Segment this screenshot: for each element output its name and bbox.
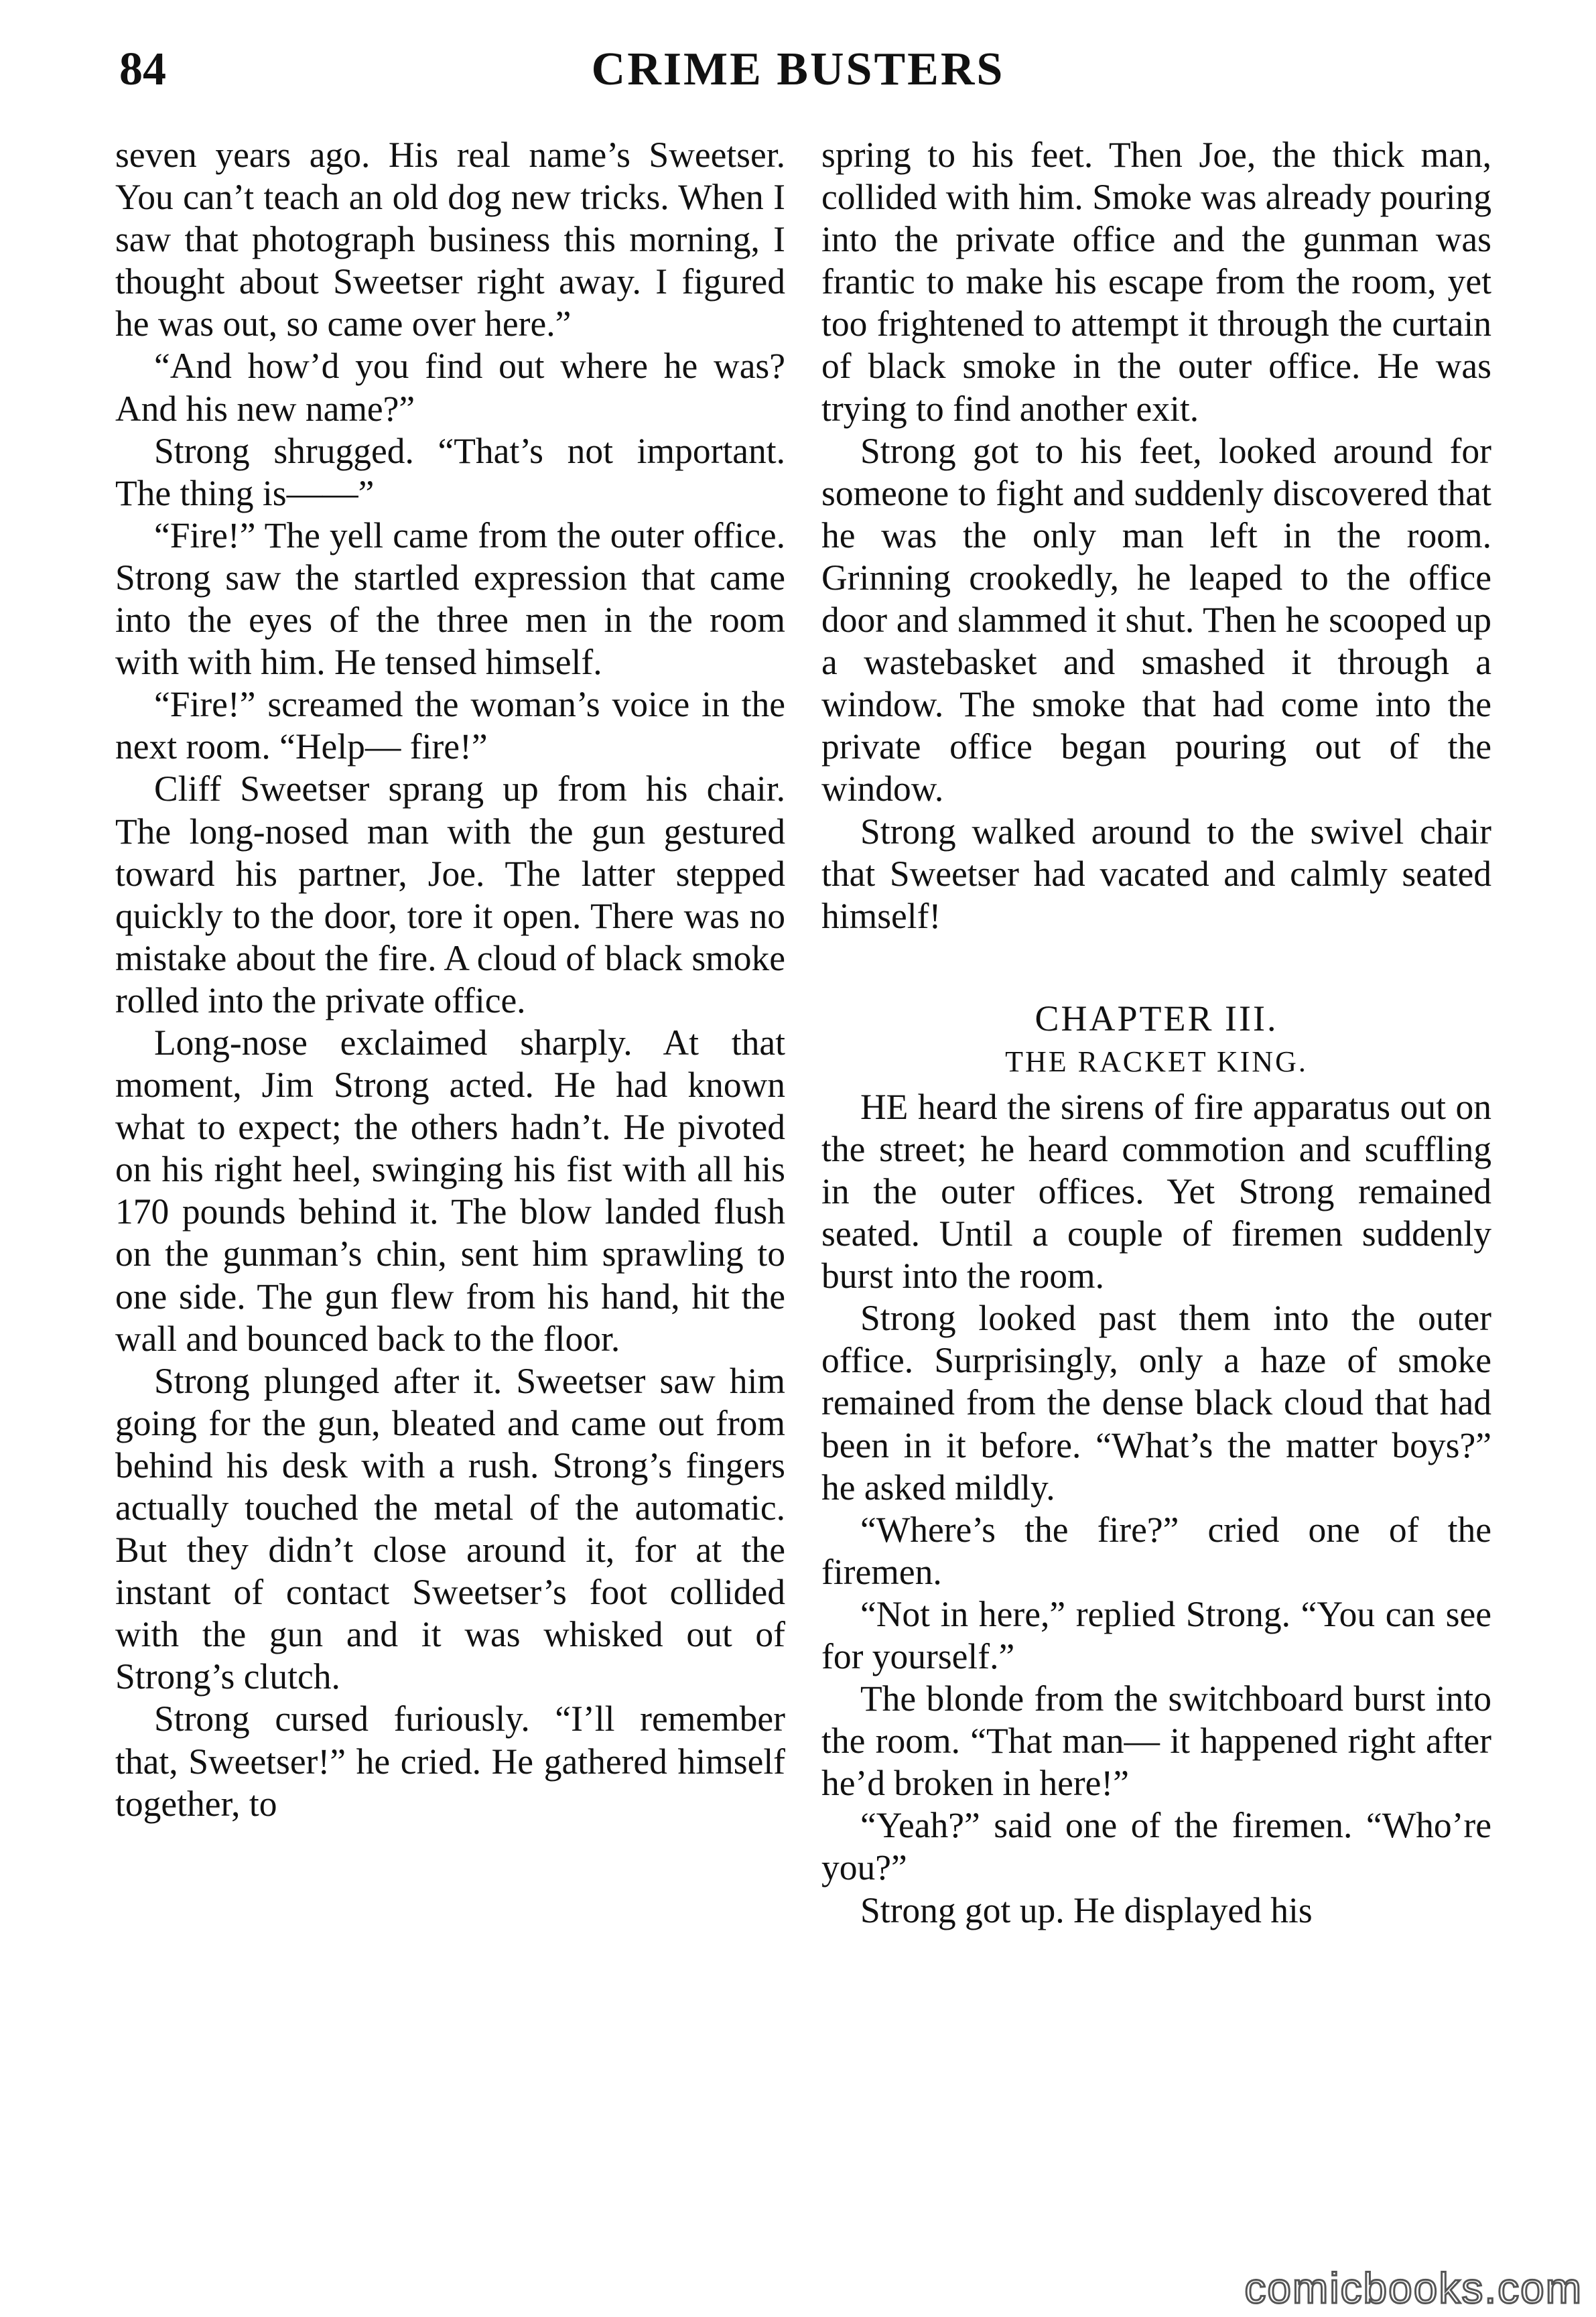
paragraph: “Fire!” screamed the woman’s voice in the next room. “Help— fire!” (115, 684, 785, 767)
paragraph: Strong got to his feet, looked around for someone to fight and suddenly discovered that he was the only man left in the room. Grinning crookedly, he leaped to the office door and slammed it shut. Then he scooped up a wastebasket and smashed it through a window. The smoke that had come into the private office began pouring out of the window. (821, 430, 1491, 809)
paragraph: seven years ago. His real name’s Sweetser. You can’t teach an old dog new tricks. When I saw that photograph business this morning, I thought about Sweetser right away. I figured he was out, so came over here.” (115, 135, 785, 344)
page-header (0, 43, 1596, 103)
watermark: comicbooks.com (1244, 2264, 1583, 2312)
paragraph: HE heard the sirens of fire apparatus out on the street; he heard commotion and scuffling in the outer offices. Yet Strong remained seated. Until a couple of firemen suddenly burst into the room. (821, 1086, 1491, 1297)
paragraph: Long-nose exclaimed sharply. At that moment, Jim Strong acted. He had known what to expect; the others hadn’t. He pivoted on his right heel, swinging his fist with all his 170 pounds behind it. The blow landed flush on the gunman’s chin, sent him sprawling to one side. The gun flew from his hand, hit the wall and bounced back to the floor. (115, 1022, 785, 1359)
paragraph: Strong got up. He displayed his (860, 1890, 1313, 1930)
right-column (821, 134, 1491, 1932)
chapter-heading: CHAPTER III. (1035, 998, 1278, 1039)
page-number: 84 (119, 44, 166, 95)
paragraph: “Where’s the fire?” cried one of the firemen. (821, 1509, 1491, 1592)
left-column (115, 134, 785, 1825)
chapter-subtitle: THE RACKET KING. (1005, 1045, 1308, 1078)
paragraph: “Not in here,” replied Strong. “You can see for yourself.” (821, 1593, 1491, 1676)
running-title: CRIME BUSTERS (591, 44, 1005, 95)
paragraph: spring to his feet. Then Joe, the thick man, collided with him. Smoke was already pouring into the private office and the gunman was frantic to make his escape from the room, yet too frightened to attempt it through the curtain of black smoke in the outer office. He was trying to find another exit. (821, 135, 1491, 429)
paragraph: Strong cursed furiously. “I’ll remember that, Sweetser!” he cried. He gathered himself together, to (115, 1699, 785, 1824)
paragraph: Strong shrugged. “That’s not important. The thing is——” (115, 430, 785, 513)
paragraph: “And how’d you find out where he was? And his new name?” (115, 346, 785, 429)
paragraph: “Fire!” The yell came from the outer office. Strong saw the startled expression that came into the eyes of the three men in the room with with him. He tensed himself. (115, 515, 785, 683)
paragraph: Cliff Sweetser sprang up from his chair. The long-nosed man with the gun gestured toward his partner, Joe. The latter stepped quickly to the door, tore it open. There was no mistake about the fire. A cloud of black smoke rolled into the private office. (115, 769, 785, 1020)
paragraph: Strong plunged after it. Sweetser saw him going for the gun, bleated and came out from behind his desk with a rush. Strong’s fingers actually touched the metal of the automatic. But they didn’t close around it, for at the instant of contact Sweetser’s foot collided with the gun and it was whisked out of Strong’s clutch. (115, 1360, 785, 1697)
paragraph: “Yeah?” said one of the firemen. “Who’re you?” (821, 1805, 1491, 1888)
paragraph: Strong walked around to the swivel chair that Sweetser had vacated and calmly seated himself! (821, 811, 1491, 936)
paragraph: The blonde from the switchboard burst into the room. “That man— it happened right after he’d broken in here!” (821, 1678, 1491, 1804)
paragraph: Strong looked past them into the outer office. Surprisingly, only a haze of smoke remained from the dense black cloud that had been in it before. “What’s the matter boys?” he asked mildly. (821, 1298, 1491, 1508)
